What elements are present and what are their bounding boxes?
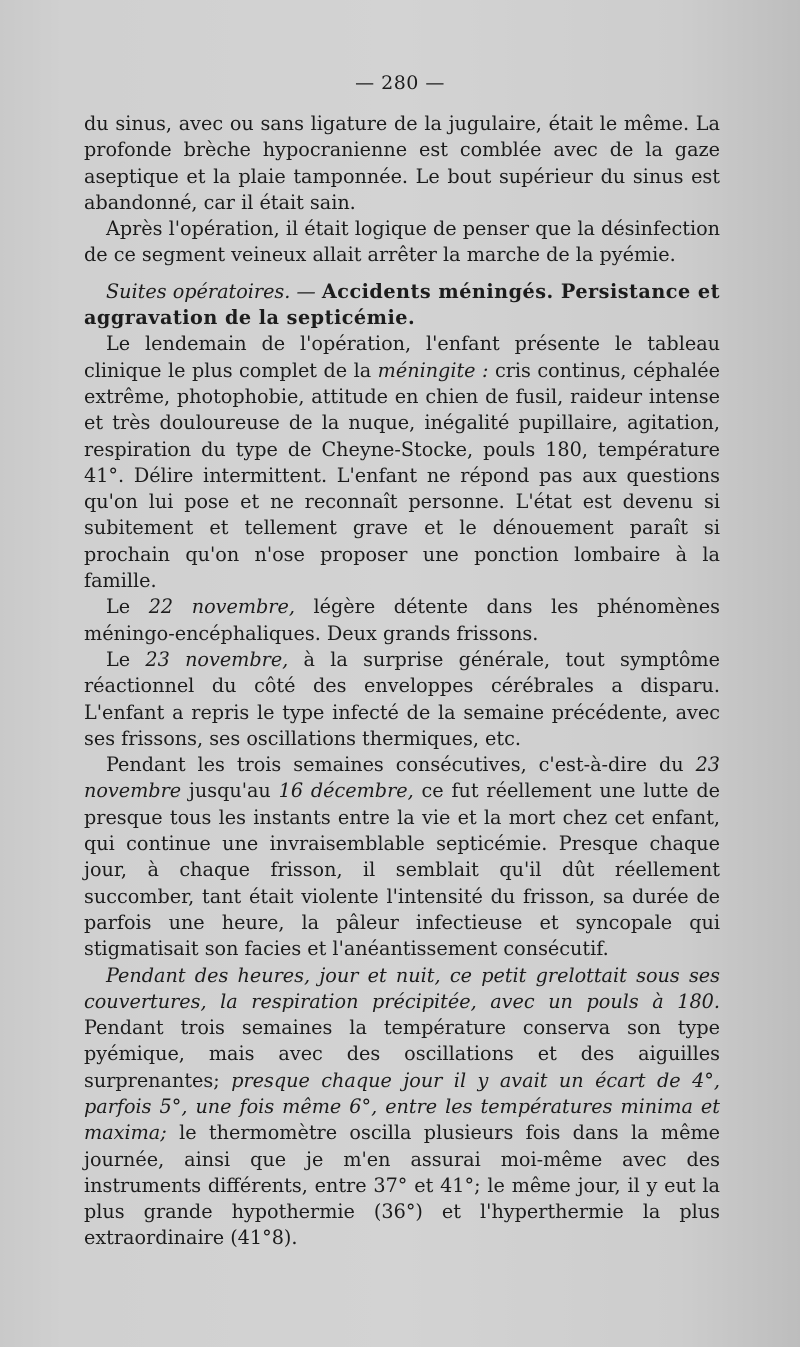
paragraph bbox=[84, 216, 720, 269]
text-run-italic: 16 décembre, bbox=[278, 779, 414, 803]
paragraph bbox=[84, 752, 720, 962]
text-run: Après l'opération, il était logique de penser que la désinfection de ce segment veineux allait arrêter la marche de la pyémie. bbox=[84, 217, 720, 267]
paragraph bbox=[84, 963, 720, 1252]
text-run: Pendant les trois semaines consécutives, c'est-à-dire du bbox=[106, 753, 696, 777]
text-run: Pendant trois semaines la température conserva son type pyémique, mais avec des oscillations et des aiguilles surprenantes; bbox=[84, 1016, 720, 1092]
text-run: jusqu'au bbox=[181, 779, 279, 803]
text-run: Le bbox=[106, 595, 149, 619]
text-run-italic: méningite : bbox=[377, 358, 489, 382]
text-run-italic: 23 novembre, bbox=[145, 647, 289, 671]
text-run: cris continus, céphalée extrême, photophobie, attitude en chien de fusil, raideur intense et très douloureuse de la nuque, inégalité pupillaire, agitation, respiration du type de Cheyne-Stocke, pouls 180, température 41°. Délire intermittent. L'enfant ne répond pas aux questions qu'on lui pose et ne reconnaît personne. L'état est devenu si subitement et tellement grave et le dénouement paraît si prochain qu'on n'ose proposer une ponction lombaire à la famille. bbox=[84, 358, 720, 593]
text-run: à la surprise générale, tout symptôme réactionnel du côté des enveloppes cérébrales a disparu. L'enfant a repris le type infecté de la semaine précédente, avec ses frissons, ses oscillations thermiques, etc. bbox=[84, 647, 720, 750]
paragraph bbox=[84, 594, 720, 647]
text-run-italic: Pendant des heures, jour et nuit, ce petit grelottait sous ses couvertures, la respiration précipitée, avec un pouls à 180. bbox=[84, 963, 720, 1013]
paragraph bbox=[84, 647, 720, 752]
text-run: du sinus, avec ou sans ligature de la jugulaire, était le même. La profonde brèche hypocranienne est comblée avec de la gaze aseptique et la plaie tamponnée. Le bout supérieur du sinus est abandonné, car il était sain. bbox=[84, 112, 720, 214]
text-run: Le lendemain de l'opération, l'enfant présente le tableau clinique le plus complet de la bbox=[84, 332, 720, 382]
text-run: Le bbox=[106, 647, 146, 671]
section-heading-title: Accidents méningés. Persistance et aggravation de la septicémie. bbox=[84, 279, 720, 330]
text-run-italic: 22 novembre, bbox=[148, 595, 295, 619]
text-run-italic: 23 novembre bbox=[84, 753, 720, 803]
paragraph bbox=[84, 331, 720, 594]
section-heading-label: Suites opératoires. — bbox=[106, 279, 322, 303]
section-heading bbox=[84, 279, 720, 332]
text-run: le thermomètre oscilla plusieurs fois dans la même journée, ainsi que je m'en assurai moi-même avec des instruments différents, entre 37° et 41°; le même jour, il y eut la plus grande hypothermie (36°) et l'hyperthermie la plus extraordinaire (41°8). bbox=[84, 1121, 720, 1250]
text-run: ce fut réellement une lutte de presque tous les instants entre la vie et la mort chez cet enfant, qui continue une invraisemblable septicémie. Presque chaque jour, à chaque frisson, il semblait qu'il dût réellement succomber, tant était violente l'intensité du frisson, sa durée de parfois une heure, la pâleur infectieuse et syncopale qui stigmatisait son facies et l'anéantissement consécutif. bbox=[84, 779, 720, 961]
text-run-italic: presque chaque jour il y avait un écart de 4°, parfois 5°, une fois même 6°, entre les températures minima et maxima; bbox=[84, 1068, 720, 1145]
page-number: — 280 — bbox=[355, 72, 445, 94]
text-run: légère détente dans les phénomènes méningo-encéphaliques. Deux grands frissons. bbox=[84, 595, 720, 645]
paragraph bbox=[84, 111, 720, 216]
body-text bbox=[84, 111, 720, 1252]
